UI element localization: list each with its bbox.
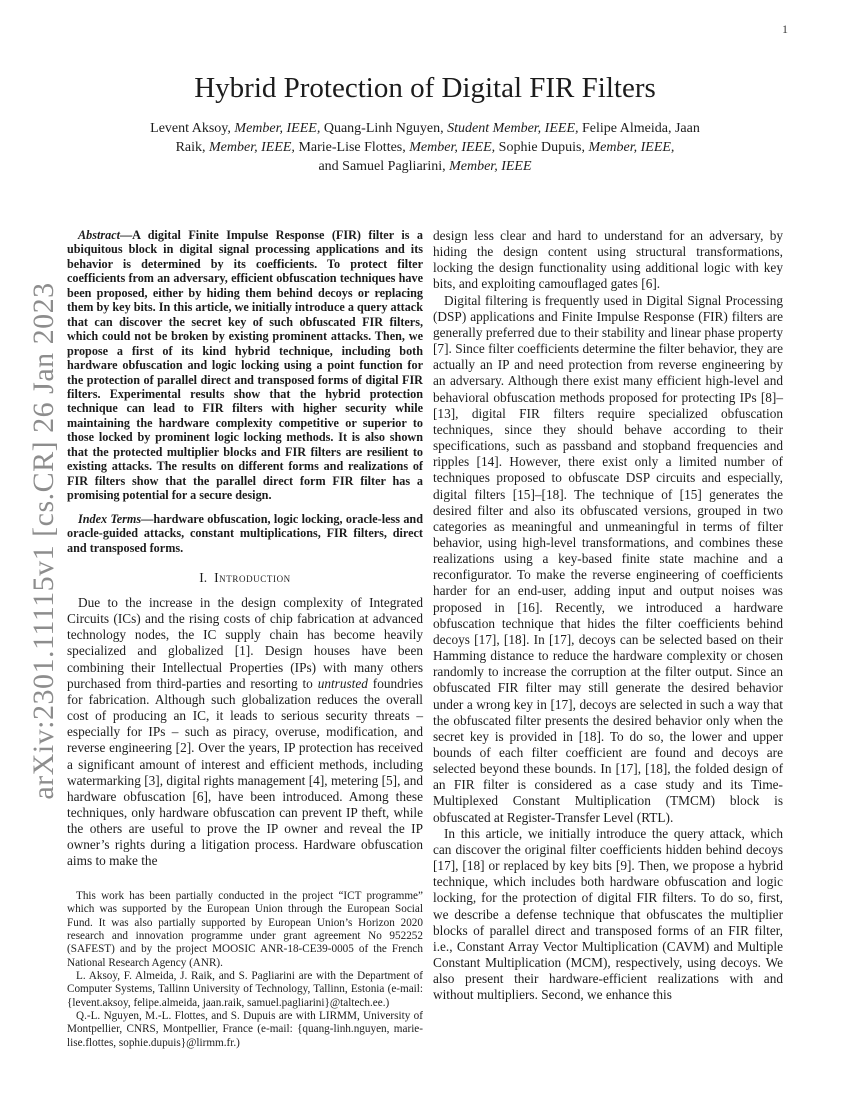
left-column	[67, 228, 423, 1050]
paper-title: Hybrid Protection of Digital FIR Filters	[194, 72, 656, 104]
right-column	[433, 228, 783, 1004]
body-paragraph-contributions: In this article, we initially introduce the query attack, which can discover the original filter coefficients hidden behind decoys [17], [18] or replaced by key bits [9]. Then, we propose a hybrid technique, which includes both hardware obfuscation and logic locking, for the protection of digital FIR filters. To do so, first, we describe a defense technique that obfuscates the multiplier blocks of parallel direct and transposed forms of an FIR filter, i.e., Constant Array Vector Multiplication (CAVM) and Multiple Constant Multiplication (MCM), respectively, using decoys. We also present their hardware-efficient realizations with and without multipliers. Second, we enhance this	[433, 825, 783, 1003]
page-number: 1	[782, 22, 788, 36]
arxiv-stamp: arXiv:2301.11115v1 [cs.CR] 26 Jan 2023	[27, 282, 60, 800]
footnote-funding: This work has been partially conducted in the project “ICT programme” which was supported by the European Union through the European Social Fund. It was also partially supported by European Union’s Horizon 2020 research and innovation programme under grant agreement No 952252 (SAFEST) and by the project MOOSIC ANR-18-CE39-0005 of the French National Research Agency (ANR).	[67, 889, 423, 969]
body-paragraph-continuation: design less clear and hard to understand for an adversary, by hiding the design content using structural transformations, locking the design functionality using additional logic with key bits, and exploiting camouflaged gates [6].	[433, 228, 783, 292]
footnote-affiliation-lirmm: Q.-L. Nguyen, M.-L. Flottes, and S. Dupuis are with LIRMM, University of Montpellier, CNRS, Montpellier, France (e-mail: {quang-linh.nguyen, marie-lise.flottes, sophie.dupuis}@lirmm.fr.)	[67, 1009, 423, 1049]
body-paragraph-digital-filtering: Digital filtering is frequently used in Digital Signal Processing (DSP) applications and Finite Impulse Response (FIR) filters are generally preferred due to their stability and linear phase property [7]. Since filter coefficients determine the filter behavior, they are actually an IP and need protection from reverse engineering by an adversary. Although there exist many efficient high-level and behavioral obfuscation methods proposed for protecting IPs [8]–[13], digital FIR filters require specialized obfuscation techniques, since they should behave according to their specifications, such as passband and stopband frequencies and ripples [14]. However, there exist only a limited number of techniques proposed to obfuscate DSP circuits and especially, digital filters [15]–[18]. The technique of [15] generates the desired filter and also its obfuscated versions, grouped in two categories as meaningful and unmeaningful in terms of filter behavior, using high-level transformations, and combines these realizations using a key-based finite state machine and a reconfigurator. To make the reverse engineering of coefficients harder for an end-user, adding input and output noises was proposed in [16]. Recently, we introduced a hardware obfuscation technique that hides the filter coefficients behind decoys [17], [18]. In [17], decoys can be selected based on their Hamming distance to reduce the hardware complexity or chosen randomly to increase the corruption at the filter output. Since an obfuscated FIR filter may still generate the desired behavior under a wrong key in [17], decoys are selected in such a way that the obfuscated filter presents the desired behavior only when the secret key is provided in [18]. To do so, the lower and upper bounds of each filter coefficient are found and decoys are selected beyond these bounds. In [17], [18], the folded design of an FIR filter is considered as a case study and its Time-Multiplexed Constant Multiplication (TMCM) block is obfuscated at Register-Transfer Level (RTL).	[433, 292, 783, 825]
section-title: Introduction	[214, 569, 291, 585]
footnote-block	[67, 890, 423, 1050]
introduction-paragraph: Due to the increase in the design complexity of Integrated Circuits (ICs) and the rising costs of chip fabrication at advanced technology nodes, the IC supply chain has become heavily specialized and globalized [1]. Design houses have been combining their Intellectual Properties (IPs) with many others purchased from third-parties and resorting to untrusted foundries for fabrication. Although such globalization reduces the overall cost of producing an IC, it leads to serious security threats – especially for IPs – such as piracy, overuse, modification, and reverse engineering [2]. Over the years, IP protection has received a significant amount of interest and efficient methods, including watermarking [3], digital rights management [4], metering [5], and hardware obfuscation [6], have been introduced. Among these techniques, only hardware obfuscation can prevent IP theft, while the others are useful to prove the IP owner and reveal the IP owner’s rights during a litigation process. Hardware obfuscation aims to make the	[67, 594, 423, 869]
footnote-affiliation-taltech: L. Aksoy, F. Almeida, J. Raik, and S. Pagliarini are with the Department of Computer Systems, Tallinn University of Technology, Tallinn, Estonia (e-mail: {levent.aksoy, felipe.almeida, jaan.raik, samuel.pagliarini}@taltech.ee.)	[67, 969, 423, 1009]
author-line-2: Raik, Member, IEEE, Marie-Lise Flottes, Member, IEEE, Sophie Dupuis, Member, IEEE,	[175, 140, 675, 156]
section-heading-introduction	[67, 570, 423, 586]
author-block	[0, 119, 850, 177]
author-line-1: Levent Aksoy, Member, IEEE, Quang-Linh Nguyen, Student Member, IEEE, Felipe Almeida, Jaan	[150, 121, 700, 136]
author-line-3: and Samuel Pagliarini, Member, IEEE	[318, 159, 532, 175]
abstract-paragraph: Abstract—A digital Finite Impulse Response (FIR) filter is a ubiquitous block in digital signal processing applications and its behavior is determined by its coefficients. To protect filter coefficients from an adversary, efficient obfuscation techniques have been proposed, either by hiding them behind decoys or replacing them by key bits. In this article, we initially introduce a query attack that can discover the secret key of such obfuscated FIR filters, which could not be broken by existing prominent attacks. Then, we propose a first of its kind hybrid technique, including both hardware obfuscation and logic locking using a point function for the protection of parallel direct and transposed forms of digital FIR filters. Experimental results show that the hybrid protection technique can lead to FIR filters with higher security while maintaining the hardware complexity competitive or superior to those locked by prominent logic locking methods. It is also shown that the protected multiplier blocks and FIR filters are resilient to existing attacks. The results on different forms and realizations of FIR filters show that the parallel direct form FIR filter has a promising potential for a secure design.	[67, 228, 423, 503]
index-terms: Index Terms—hardware obfuscation, logic locking, oracle-less and oracle-guided attacks, constant multiplications, FIR filters, direct and transposed forms.	[67, 511, 423, 555]
section-number: I.	[199, 569, 208, 585]
